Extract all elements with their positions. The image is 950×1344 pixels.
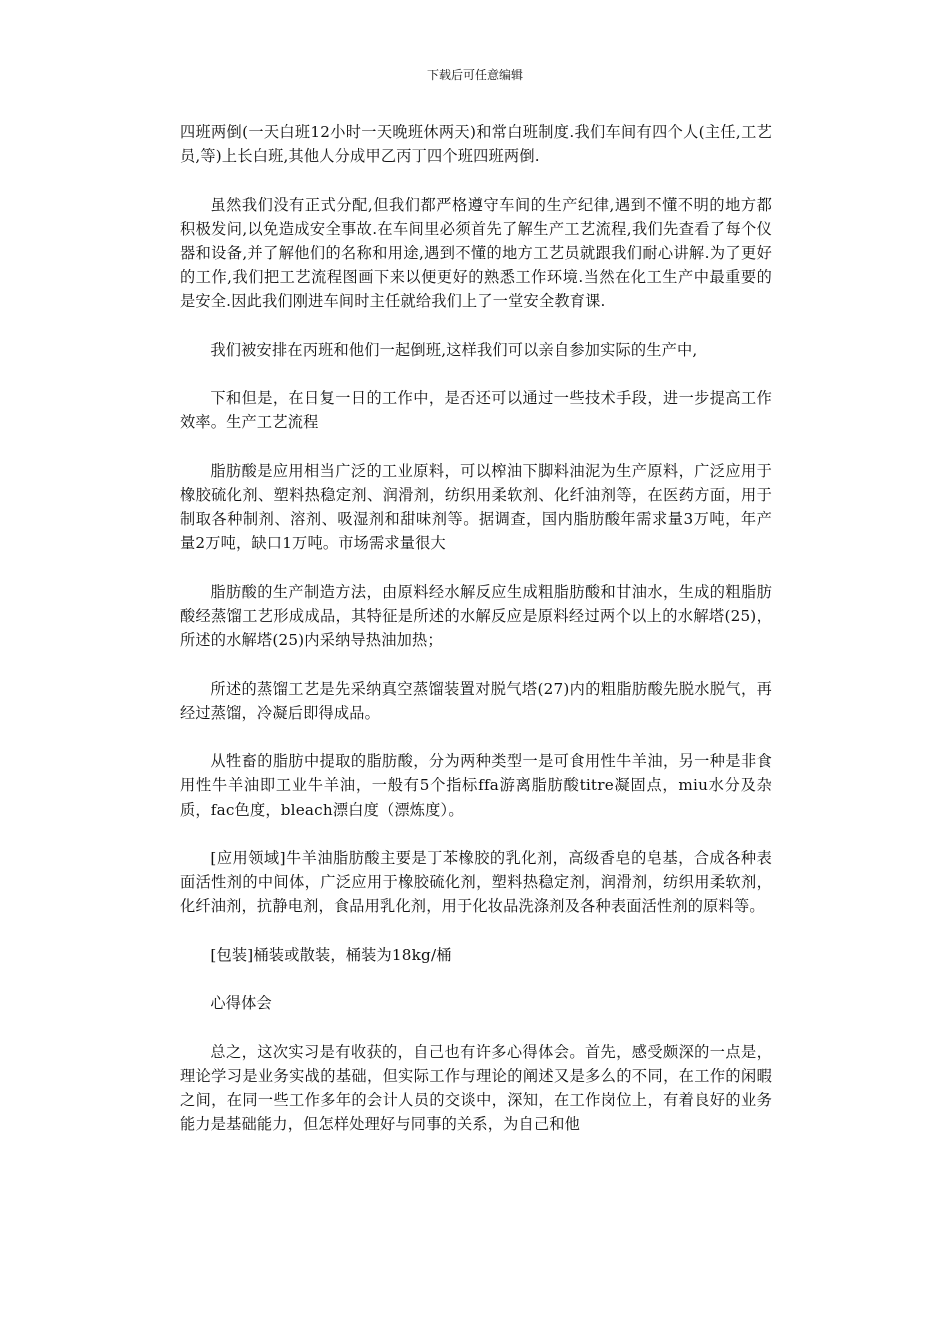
section-heading-reflection: 心得体会 bbox=[210, 994, 272, 1013]
paragraph-workshop-discipline: 虽然我们没有正式分配,但我们都严格遵守车间的生产纪律,遇到不懂不明的地方都积极发问,以免造成安全事故.在车间里必须首先了解生产工艺流程,我们先查看了每个仪器和设备,并了解他们的名称和用途,遇到不懂的地方工艺员就跟我们耐心讲解.为了更好的工作,我们把工艺流程图画下来以便更好的熟悉工作环境.当然在化工生产中最重要的是安全.因此我们刚进车间时主任就给我们上了一堂安全教育课. bbox=[180, 195, 772, 311]
paragraph-fatty-acid-use: 脂肪酸是应用相当广泛的工业原料，可以榨油下脚料油泥为生产原料，广泛应用于橡胶硫化剂、塑料热稳定剂、润滑剂，纺织用柔软剂、化纤油剂等，在医药方面，用于制取各种制剂、溶剂、吸湿剂和甜味剂等。据调查，国内脂肪酸年需求量3万吨，年产量2万吨，缺口1万吨。市场需求量很大 bbox=[180, 461, 772, 553]
paragraph-production-method: 脂肪酸的生产制造方法，由原料经水解反应生成粗脂肪酸和甘油水，生成的粗脂肪酸经蒸馏工艺形成成品，其特征是所述的水解反应是原料经过两个以上的水解塔(25)，所述的水解塔(25)内采纳导热油加热； bbox=[180, 582, 772, 650]
paragraph-shift-assignment: 我们被安排在丙班和他们一起倒班,这样我们可以亲自参加实际的生产中, bbox=[210, 340, 698, 359]
paragraph-distillation: 所述的蒸馏工艺是先采纳真空蒸馏装置对脱气塔(27)内的粗脂肪酸先脱水脱气，再经过蒸馏，冷凝后即得成品。 bbox=[180, 679, 772, 722]
paragraph-shift-schedule: 四班两倒(一天白班12小时一天晚班休两天)和常白班制度.我们车间有四个人(主任,工艺员,等)上长白班,其他人分成甲乙丙丁四个班四班两倒. bbox=[180, 123, 772, 166]
document-body bbox=[180, 120, 772, 1136]
page-header: 下载后可任意编辑 bbox=[426, 68, 523, 82]
paragraph-efficiency: 下和但是，在日复一日的工作中，是否还可以通过一些技术手段，进一步提高工作效率。生产工艺流程 bbox=[180, 389, 772, 432]
paragraph-application-field: [应用领域]牛羊油脂肪酸主要是丁苯橡胶的乳化剂，高级香皂的皂基，合成各种表面活性剂的中间体，广泛应用于橡胶硫化剂，塑料热稳定剂，润滑剂，纺织用柔软剂，化纤油剂，抗静电剂，食品用乳化剂，用于化妆品洗涤剂及各种表面活性剂的原料等。 bbox=[180, 848, 772, 916]
paragraph-packaging: [包装]桶装或散装，桶装为18kg/桶 bbox=[210, 945, 452, 964]
paragraph-tallow-types: 从牲畜的脂肪中提取的脂肪酸，分为两种类型一是可食用性牛羊油，另一种是非食用性牛羊油即工业牛羊油，一般有5个指标ffa游离脂肪酸titre凝固点，miu水分及杂质，fac色度，bleach漂白度（漂炼度）。 bbox=[180, 752, 772, 819]
paragraph-summary: 总之，这次实习是有收获的，自己也有许多心得体会。首先，感受颇深的一点是，理论学习是业务实战的基础，但实际工作与理论的阐述又是多么的不同，在工作的闲暇之间，在同一些工作多年的会计人员的交谈中，深知，在工作岗位上，有着良好的业务能力是基础能力，但怎样处理好与同事的关系，为自己和他 bbox=[180, 1042, 772, 1134]
